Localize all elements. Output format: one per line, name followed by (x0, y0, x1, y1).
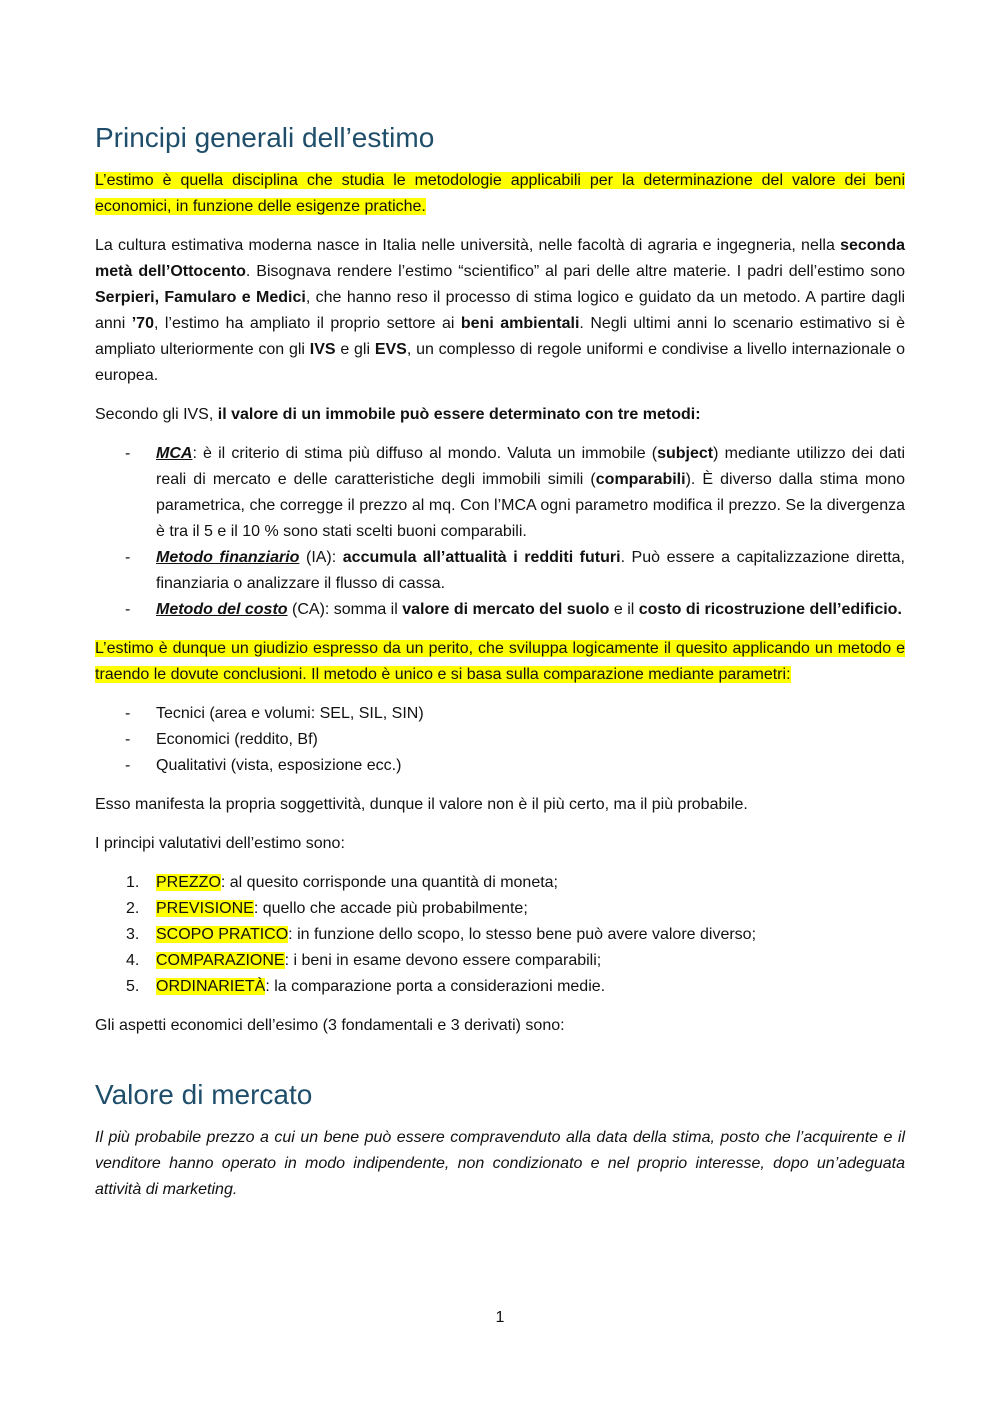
highlighted-text: L’estimo è quella disciplina che studia le metodologie applicabili per la determinazione del valore dei beni economici, in funzione delle esigenze pratiche. (95, 172, 905, 215)
bold-text: IVS (309, 341, 336, 358)
principles-list (95, 870, 905, 1000)
list-item-text: Qualitativi (vista, esposizione ecc.) (156, 757, 402, 774)
highlighted-term: ORDINARIETÀ (156, 978, 266, 995)
text-run: : è il criterio di stima più diffuso al mondo. Valuta un immobile ( (192, 445, 658, 462)
list-item-text: : i beni in esame devono essere comparabili; (284, 952, 602, 969)
text-run: (CA): somma il (287, 601, 403, 618)
list-item-text: : in funzione dello scopo, lo stesso bene può avere valore diverso; (288, 926, 757, 943)
text-run: La cultura estimativa moderna nasce in Italia nelle università, nelle facoltà di agraria e ingegneria, nella (95, 237, 841, 254)
list-item-text: : la comparazione porta a considerazioni medie. (265, 978, 606, 995)
text-run: e il (609, 601, 639, 618)
list-item (95, 922, 905, 948)
document-page (95, 118, 905, 1216)
dash-marker: - (125, 601, 131, 618)
text-run: , che hanno reso il processo di stima logico e guidato da un metodo. A partire dagli anni (95, 289, 905, 332)
text-run: . Negli ultimi anni lo scenario estimativo si è ampliato ulteriormente con gli (95, 315, 906, 358)
principi-intro-paragraph: I principi valutativi dell’estimo sono: (95, 835, 345, 852)
text-run: . Può essere a capitalizzazione diretta, finanziaria o analizzare il flusso di cassa. (156, 549, 906, 592)
bold-text: EVS (374, 341, 407, 358)
bold-text: comparabili (595, 471, 686, 488)
list-item-text: Tecnici (area e volumi: SEL, SIL, SIN) (156, 705, 424, 722)
method-name: Metodo finanziario (156, 549, 300, 566)
list-number: 1. (126, 874, 140, 891)
dash-marker: - (125, 757, 131, 774)
page-number: 1 (495, 1309, 505, 1326)
list-item (95, 727, 905, 753)
bold-text: beni ambientali (460, 315, 580, 332)
aspetti-paragraph: Gli aspetti economici dell’esimo (3 fondamentali e 3 derivati) sono: (95, 1017, 565, 1034)
dash-marker: - (125, 549, 131, 566)
list-item (95, 753, 905, 779)
method-name: MCA (156, 445, 193, 462)
bold-text: costo di ricostruzione dell’edificio. (638, 601, 902, 618)
list-item-finanziario (95, 545, 905, 597)
highlighted-term: SCOPO PRATICO (156, 926, 289, 943)
params-list (95, 701, 905, 779)
perito-paragraph (95, 636, 905, 688)
bold-text: Serpieri, Famularo e Medici (95, 289, 306, 306)
dash-marker: - (125, 731, 131, 748)
dash-marker: - (125, 705, 131, 722)
text-run: (IA): (299, 549, 343, 566)
text-run: , l’estimo ha ampliato il proprio settore ai (153, 315, 461, 332)
highlighted-term: PREVISIONE (156, 900, 254, 917)
list-item (95, 974, 905, 1000)
list-item-text: : quello che accade più probabilmente; (253, 900, 528, 917)
ivs-methods-paragraph (95, 402, 905, 428)
list-number: 3. (126, 926, 140, 943)
list-item-text: : al quesito corrisponde una quantità di moneta; (220, 874, 558, 891)
text-run: Secondo gli IVS, (95, 406, 218, 423)
bold-text: subject (657, 445, 714, 462)
bold-text: ’70 (131, 315, 154, 332)
bold-text: seconda metà dell’Ottocento (95, 237, 905, 280)
text-run: ) mediante utilizzo dei dati reali di mercato e delle caratteristiche degli immobili simili ( (156, 445, 905, 488)
list-item (95, 896, 905, 922)
list-item (95, 870, 905, 896)
bold-text: valore di mercato del suolo (402, 601, 610, 618)
list-item (95, 948, 905, 974)
highlighted-term: COMPARAZIONE (156, 952, 285, 969)
bold-text: il valore di un immobile può essere determinato con tre metodi: (217, 406, 701, 423)
list-item-mca (95, 441, 905, 545)
text-run: . Bisognava rendere l’estimo “scientifico” al pari delle altre materie. I padri dell’estimo sono (245, 263, 905, 280)
list-number: 2. (126, 900, 140, 917)
list-number: 5. (126, 978, 140, 995)
dash-marker: - (125, 445, 131, 462)
text-run: ). È diverso dalla stima mono parametrica, che corregge il prezzo al mq. Con l’MCA ogni parametro modifica il prezzo. Se la divergenza è tra il 5 e il 10 % sono stati scelti buoni comparabili. (156, 471, 906, 540)
soggettivita-paragraph: Esso manifesta la propria soggettività, dunque il valore non è il più certo, ma il più probabile. (95, 796, 748, 813)
text-run: , un complesso di regole uniformi e condivise a livello internazionale o europea. (95, 341, 906, 384)
highlighted-text: L’estimo è dunque un giudizio espresso da un perito, che sviluppa logicamente il quesito applicando un metodo e traendo le dovute conclusioni. Il metodo è unico e si basa sulla comparazione mediante parametri: (95, 640, 905, 683)
methods-list (95, 441, 905, 623)
list-number: 4. (126, 952, 140, 969)
section-title-valore: Valore di mercato (95, 1079, 313, 1110)
bold-text: accumula all’attualità i redditi futuri (342, 549, 621, 566)
method-name: Metodo del costo (156, 601, 288, 618)
highlighted-term: PREZZO (156, 874, 221, 891)
definition-paragraph (95, 1125, 905, 1203)
italic-text: Il più probabile prezzo a cui un bene può essere compravenduto alla data della stima, posto che l’acquirente e il venditore hanno operato in modo indipendente, non condizionato e nel proprio interesse, dopo un’adeguata attività di marketing. (95, 1129, 905, 1198)
text-run: e gli (335, 341, 375, 358)
list-item-costo (95, 597, 905, 623)
section-title-principi: Principi generali dell’estimo (95, 122, 435, 153)
intro-paragraph (95, 168, 905, 220)
history-paragraph (95, 233, 905, 389)
list-item-text: Economici (reddito, Bf) (156, 731, 318, 748)
list-item (95, 701, 905, 727)
